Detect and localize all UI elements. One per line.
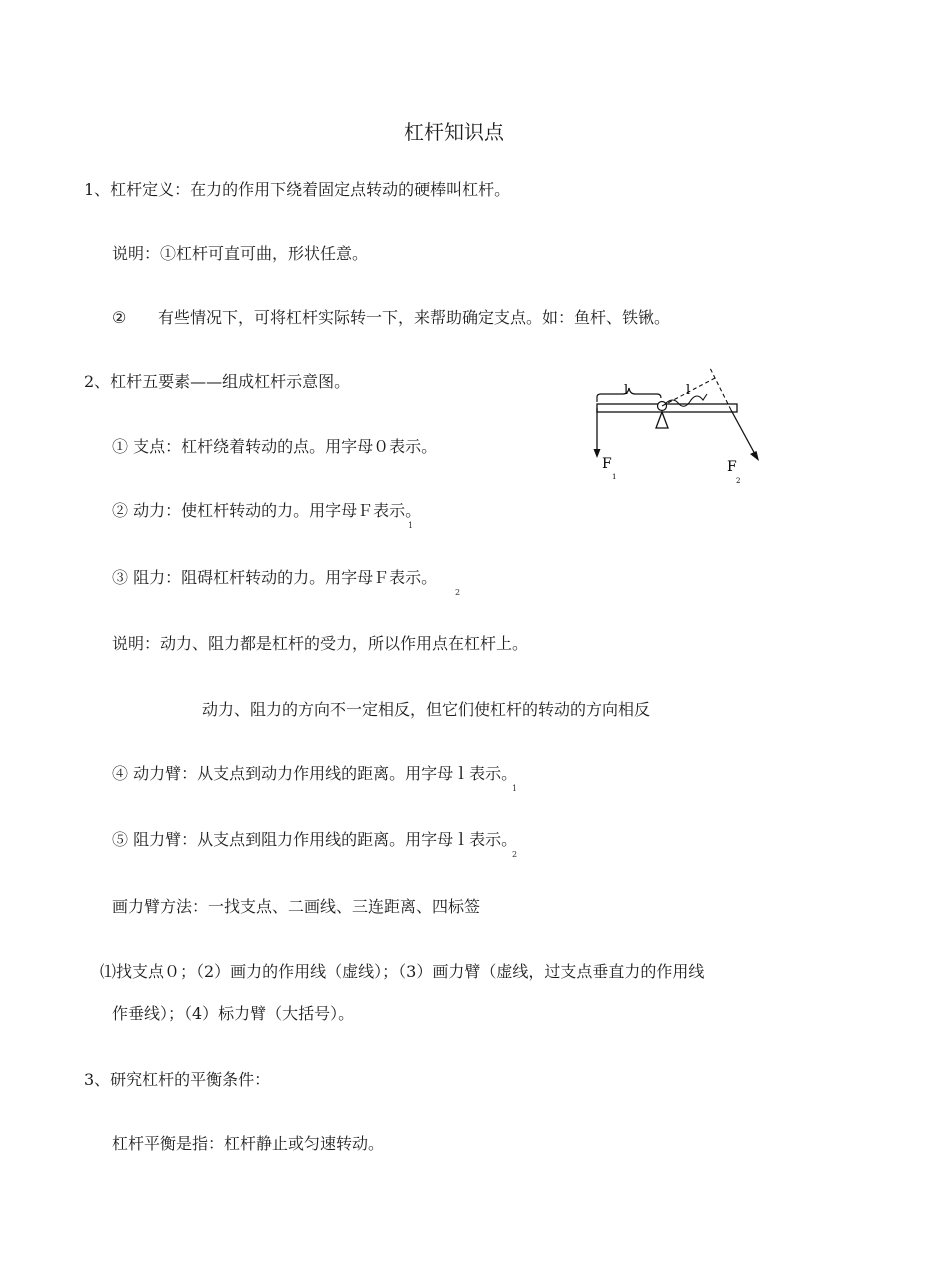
- resistance-force-subscript: 2: [455, 588, 461, 597]
- resistance-force-arrowhead: [750, 451, 759, 461]
- resistance-force-label: F: [727, 459, 737, 475]
- resistance-force-line: [731, 410, 756, 456]
- fulcrum-triangle: [656, 412, 668, 428]
- section-1-note-2-number: ②: [112, 308, 127, 327]
- effort-arm-brace: [597, 388, 661, 402]
- effort-arm-label: l: [624, 383, 629, 398]
- section-1-heading: 1、杠杆定义：在力的作用下绕着固定点转动的硬棒叫杠杆。: [84, 180, 511, 199]
- effort-force-item: ② 动力：使杠杆转动的力。用字母Ｆ表示。: [112, 501, 422, 520]
- effort-force-label: F: [602, 456, 612, 472]
- resistance-force-label-sub: 2: [736, 477, 741, 485]
- section-3-heading: 3、研究杠杆的平衡条件：: [84, 1070, 271, 1089]
- resistance-arm-label: l: [686, 383, 691, 398]
- method-steps-line-2: 作垂线）；（4）标力臂（大括号）。: [112, 1004, 355, 1023]
- section-2-heading: 2、杠杆五要素——组成杠杆示意图。: [84, 372, 351, 391]
- method-steps-line-1: ⑴找支点０；（2）画力的作用线（虚线）；（3）画力臂（虚线，过支点垂直力的作用线: [100, 962, 705, 981]
- effort-force-label-sub: 1: [612, 473, 617, 481]
- section-1-note-1: 说明：①杠杆可直可曲，形状任意。: [112, 244, 369, 263]
- page-title: 杠杆知识点: [404, 120, 504, 144]
- effort-force-arrowhead: [594, 449, 601, 458]
- fulcrum-item: ① 支点：杠杆绕着转动的点。用字母０表示。: [112, 437, 438, 456]
- section-2-note-1: 说明：动力、阻力都是杠杆的受力，所以作用点在杠杆上。: [112, 634, 529, 653]
- method-heading: 画力臂方法：一找支点、二画线、三连距离、四标签: [112, 897, 481, 916]
- effort-arm-subscript: 1: [512, 784, 518, 793]
- effort-force-subscript: 1: [408, 521, 414, 530]
- resistance-arm-subscript: 2: [512, 850, 518, 859]
- lever-diagram: [585, 360, 765, 485]
- section-3-note: 杠杆平衡是指：杠杆静止或匀速转动。: [112, 1134, 385, 1153]
- resistance-arm-item: ⑤ 阻力臂：从支点到阻力作用线的距离。用字母ｌ表示。: [112, 830, 518, 849]
- section-2-note-2: 动力、阻力的方向不一定相反，但它们使杠杆的转动的方向相反: [202, 700, 651, 719]
- section-1-note-2: 有些情况下，可将杠杆实际转一下，来帮助确定支点。如：鱼杆、铁锹。: [158, 308, 671, 327]
- effort-arm-item: ④ 动力臂：从支点到动力作用线的距离。用字母ｌ表示。: [112, 764, 518, 783]
- resistance-force-item: ③ 阻力：阻碍杠杆转动的力。用字母Ｆ表示。: [112, 568, 438, 587]
